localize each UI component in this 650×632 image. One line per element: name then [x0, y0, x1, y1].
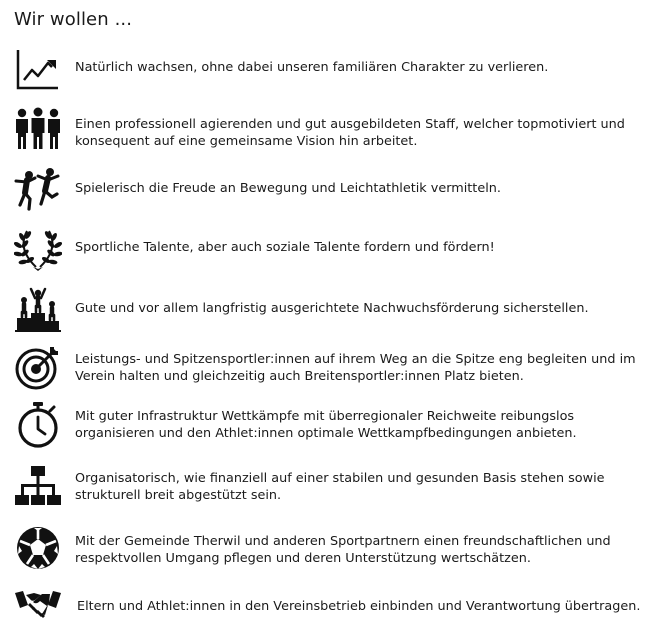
goal-text-line: respektvollen Umgang pflegen und deren Unterstützung wertschätzen. [75, 551, 531, 566]
org-chart-icon [14, 463, 62, 511]
laurel-wreath-icon [14, 225, 62, 273]
goal-text: Eltern und Athlet:innen in den Vereinsbetrieb einbinden und Verantwortung übertragen. [77, 599, 641, 614]
growth-chart-icon [14, 46, 62, 94]
goal-text-line: Verein halten und gleichzeitig auch Breitensportler:innen Platz bieten. [75, 369, 524, 384]
goal-text-line: Einen professionell agierenden und gut ausgebildeten Staff, welcher topmotiviert und [75, 117, 625, 132]
target-icon [14, 343, 62, 391]
page-title: Wir wollen ... [14, 9, 133, 30]
goal-text-line: strukturell breit abgestützt sein. [75, 488, 282, 503]
goal-text-line: Leistungs- und Spitzensportler:innen auf ihrem Weg an die Spitze eng begleiten und im [75, 352, 636, 367]
goal-text: Sportliche Talente, aber auch soziale Talente fordern und fördern! [75, 240, 495, 255]
goal-text: Gute und vor allem langfristig ausgerichtete Nachwuchsförderung sicherstellen. [75, 301, 589, 316]
goal-text-line: Organisatorisch, wie finanziell auf einer stabilen und gesunden Basis stehen sowie [75, 471, 605, 486]
goal-text: Natürlich wachsen, ohne dabei unseren familiären Charakter zu verlieren. [75, 60, 549, 75]
soccer-ball-icon [14, 524, 62, 572]
goal-text: Spielerisch die Freude an Bewegung und Leichtathletik vermitteln. [75, 181, 501, 196]
goal-text-line: Mit guter Infrastruktur Wettkämpfe mit überregionaler Reichweite reibungslos [75, 409, 575, 424]
goal-text-line: Mit der Gemeinde Therwil und anderen Sportpartnern einen freundschaftlichen und [75, 534, 611, 549]
team-people-icon [14, 104, 62, 152]
goal-text-line: organisieren und den Athlet:innen optimale Wettkampfbedingungen anbieten. [75, 426, 577, 441]
handshake-icon [14, 584, 62, 632]
playing-children-icon [14, 166, 62, 214]
stopwatch-icon [14, 401, 62, 449]
podium-icon [14, 285, 62, 333]
goal-text-line: konsequent auf eine gemeinsame Vision hin arbeitet. [75, 134, 418, 149]
